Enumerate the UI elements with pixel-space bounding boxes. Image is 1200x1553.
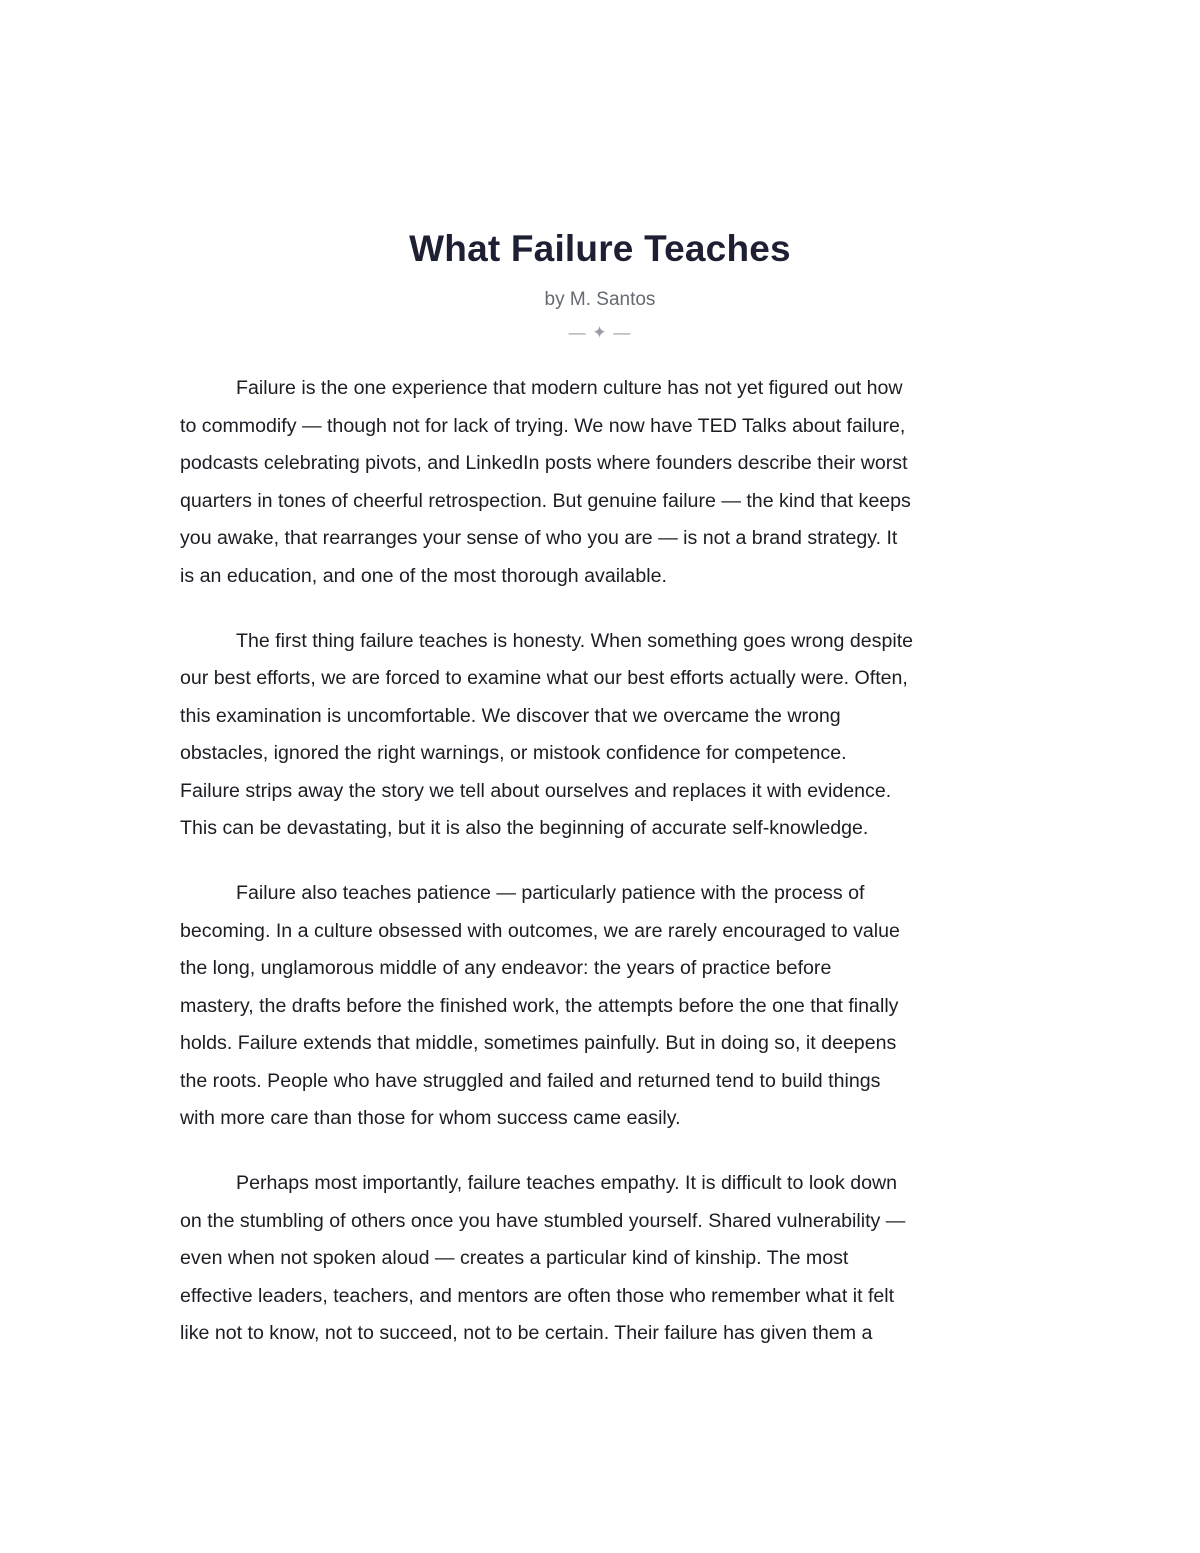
text-line: on the stumbling of others once you have stumbled yourself. Shared vulnerability —	[180, 1209, 906, 1232]
text-line: the long, unglamorous middle of any endeavor: the years of practice before	[180, 957, 832, 979]
text-line: mastery, the drafts before the finished work, the attempts before the one that finally	[180, 994, 899, 1017]
section-ornament: — ✦ —	[568, 323, 632, 342]
article-byline: by M. Santos	[544, 289, 656, 310]
text-line: is an education, and one of the most thorough available.	[180, 564, 667, 587]
text-line: to commodify — though not for lack of trying. We now have TED Talks about failure,	[180, 414, 906, 437]
text-line: podcasts celebrating pivots, and LinkedIn posts where founders describe their worst	[180, 452, 908, 474]
text-line: like not to know, not to succeed, not to be certain. Their failure has given them a	[180, 1322, 873, 1344]
text-line: even when not spoken aloud — creates a particular kind of kinship. The most	[180, 1247, 849, 1269]
text-line: The first thing failure teaches is honesty. When something goes wrong despite	[236, 629, 914, 652]
text-line: effective leaders, teachers, and mentors are often those who remember what it felt	[180, 1284, 895, 1307]
text-line: quarters in tones of cheerful retrospection. But genuine failure — the kind that keeps	[180, 489, 911, 512]
paragraph-2	[180, 623, 1020, 848]
article-title: What Failure Teaches	[409, 228, 791, 269]
text-line: you awake, that rearranges your sense of who you are — is not a brand strategy. It	[180, 527, 898, 549]
text-line: Perhaps most importantly, failure teaches empathy. It is difficult to look down	[236, 1172, 898, 1194]
text-line: becoming. In a culture obsessed with outcomes, we are rarely encouraged to value	[180, 919, 900, 942]
paragraph-3	[180, 875, 1020, 1138]
text-line: Failure strips away the story we tell about ourselves and replaces it with evidence.	[180, 779, 892, 802]
paragraph-1	[180, 370, 1020, 595]
text-line: holds. Failure extends that middle, sometimes painfully. But in doing so, it deepens	[180, 1032, 897, 1054]
text-line: This can be devastating, but it is also the beginning of accurate self-knowledge.	[180, 817, 869, 839]
text-line: Failure also teaches patience — particularly patience with the process of	[236, 882, 865, 904]
text-line: with more care than those for whom success came easily.	[180, 1107, 681, 1129]
text-line: Failure is the one experience that modern culture has not yet figured out how	[236, 377, 903, 399]
article-body	[180, 370, 1020, 1353]
text-line: our best efforts, we are forced to examine what our best efforts actually were. Often,	[180, 667, 908, 689]
text-line: the roots. People who have struggled and failed and returned tend to build things	[180, 1069, 881, 1092]
text-line: this examination is uncomfortable. We discover that we overcame the wrong	[180, 704, 841, 727]
document-page	[180, 226, 1020, 1380]
text-line: obstacles, ignored the right warnings, or mistook confidence for competence.	[180, 742, 847, 764]
paragraph-4	[180, 1165, 1020, 1353]
